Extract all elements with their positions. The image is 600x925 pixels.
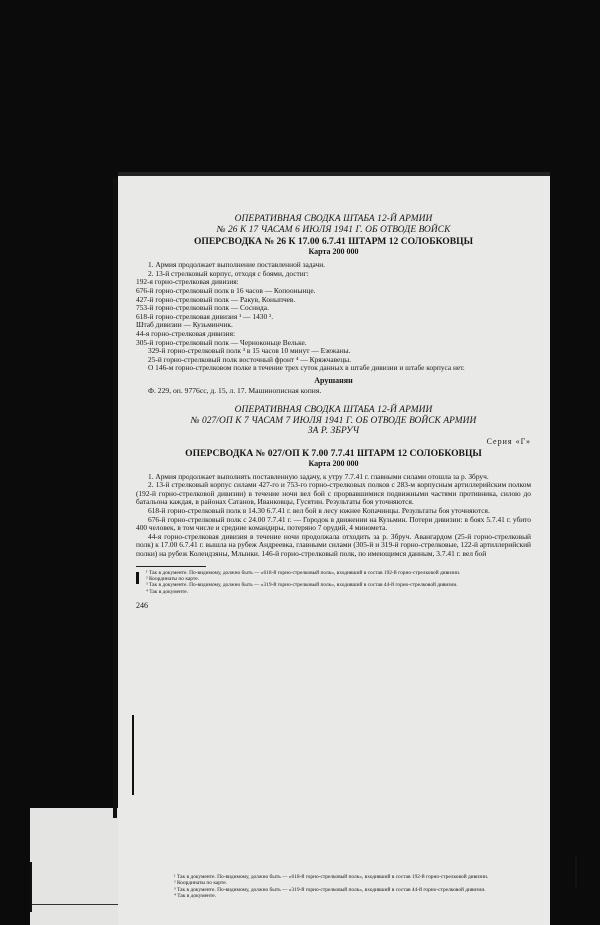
- scan-edge-mark: [132, 715, 134, 795]
- footnote: ¹ Так в документе. По-видимому, должно быть — «618-й горно-стрелковый полк», входивший в состав 192-й горно-стрелковой дивизии.: [174, 874, 489, 880]
- sheet-edge: [118, 172, 550, 176]
- doc1-line: 305-й горно-стрелковый полк — Черноконьце Вельке.: [136, 337, 307, 347]
- doc1-source: Ф. 229, оп. 9776сс, д. 15, л. 17. Машинописная копия.: [148, 385, 322, 395]
- doc1-line: 2. 13-й стрелковый корпус, отходя с боями, достиг:: [148, 268, 309, 278]
- footnote-rule: [136, 566, 206, 567]
- footnote: ³ Так в документе. По-видимому, должно быть — «319-й горно-стрелковый полк», входивший в состав 44-й горно-стрелковой дивизии.: [174, 886, 486, 893]
- doc2-title-line1: ОПЕРАТИВНАЯ СВОДКА ШТАБА 12-Й АРМИИ: [234, 404, 433, 415]
- document-body: [136, 214, 531, 611]
- doc1-line: 1. Армия продолжает выполнение поставленной задачи.: [148, 260, 326, 270]
- doc1-line: 329-й горно-стрелковый полк ³ в 15 часов 10 минут — Езежаны.: [148, 346, 351, 356]
- doc2-paragraph: 618-й горно-стрелковый полк в 14.30 6.7.41 г. вел бой в лесу южнее Копачинцы. Результаты боя уточняются.: [148, 506, 490, 516]
- doc2-header: ОПЕРСВОДКА № 027/ОП К 7.00 7.7.41 ШТАРМ 12 СОЛОБКОВЦЫ: [185, 447, 482, 459]
- doc1-line: 618-й горно-стрелковая дивизия ¹ — 1430 ².: [136, 311, 274, 321]
- doc1-title-line1: ОПЕРАТИВНАЯ СВОДКА ШТАБА 12-Й АРМИИ: [234, 214, 433, 224]
- doc1-map: Карта 200 000: [308, 247, 359, 257]
- scan-edge-mark: [113, 178, 117, 818]
- doc2-paragraph: 2. 13-й стрелковый корпус силами 427-го и 753-го горно-стрелковых полков с 283-м корпусным артиллерийским полком (192-й горно-стрелковой дивизии) в течение ночи вел бой с прорвавшимися подвижными частями противника, силою до батальона каждая, в районах Сатанов, Иванковцы, Гусятин. Результаты боя уточняются.: [136, 480, 531, 507]
- doc1-line: 676-й горно-стрелковый полк в 16 часов — Копоонынце.: [136, 285, 316, 295]
- footnote: ² Координаты по карте.: [146, 576, 199, 583]
- doc2-series: Серия «Г»: [486, 436, 531, 446]
- doc2-paragraph: 1. Армия продолжает выполнять поставленную задачу, к утру 7.7.41 г. главными силами отошла за р. Збруч.: [148, 471, 489, 481]
- doc1-line: 25-й горно-стрелковый полк восточный фронт ⁴ — Кряжчавецы.: [148, 354, 352, 364]
- doc1-line: Штаб дивизии — Кузьминчик.: [136, 320, 233, 330]
- doc1-line: 192-я горно-стрелковая дивизия:: [136, 277, 239, 287]
- doc1-title-line2: № 26 К 17 ЧАСАМ 6 ИЮЛЯ 1941 Г. ОБ ОТВОДЕ ВОЙСК: [216, 224, 451, 235]
- doc2-title-line2: № 027/ОП К 7 ЧАСАМ 7 ИЮЛЯ 1941 Г. ОБ ОТВОДЕ ВОЙСК АРМИИ: [190, 415, 477, 426]
- doc2-map: Карта 200 000: [308, 458, 359, 468]
- footnote: ⁴ Так в документе.: [146, 588, 189, 595]
- doc1-signature: Арушанян: [314, 375, 353, 385]
- scan-corner-mark: [575, 856, 577, 888]
- doc1-line: 44-я горно-стрелковая дивизия:: [136, 328, 236, 338]
- doc1-line: 427-й горно-стрелковый полк — Ракув, Коныпчев.: [136, 294, 296, 304]
- footnote: ² Координаты по карте.: [174, 880, 227, 887]
- lower-footnotes: [164, 874, 544, 900]
- scan-corner-mark: [30, 862, 32, 912]
- page-number: 246: [136, 601, 148, 611]
- footnote: ⁴ Так в документе.: [174, 893, 217, 900]
- doc2-title-line3: ЗА Р. ЗБРУЧ: [307, 426, 360, 437]
- doc1-header: ОПЕРСВОДКА № 26 К 17.00 6.7.41 ШТАРМ 12 СОЛОБКОВЦЫ: [193, 236, 474, 248]
- doc2-paragraph: 676-й горно-стрелковый полк с 24.00 7.7.41 г. — Городок в движении на Кузьмин. Потери дивизии: в боях 5.7.41 г. убито 400 человек, в том числе и средние командиры, потеряно 7 орудий, 4 миномета.: [136, 514, 531, 533]
- doc2-paragraph: 44-я горно-стрелковая дивизия в течение ночи продолжала отходить за р. Збруч. Авангардом (25-й горно-стрелковый полк) к 17.00 6.7.41 г. вышла на рубеж Андреевка, главными силами (305-й и 319-й горно-стрелковые, 122-й артиллерийский полки) на рубеж Колендзяны, Млынки. 146-й горно-стрелковый полк, по имеющимся данным, 3.7.41 г. вел бой: [136, 531, 531, 559]
- footnote: ³ Так в документе. По-видимому, должно быть — «319-й горно-стрелковый полк», входивший в состав 44-й горно-стрелковой дивизии.: [146, 582, 458, 589]
- doc1-line: О 146-м горно-стрелковом полке в течение трех суток данных в штабе дивизии и штабе корпуса нет.: [148, 363, 465, 373]
- footnote: ¹ Так в документе. По-видимому, должно быть — «618-й горно-стрелковый полк», входивший в состав 192-й горно-стрелковой дивизии.: [146, 569, 461, 576]
- doc1-line: 753-й горно-стрелковый полк — Соснида.: [136, 303, 269, 313]
